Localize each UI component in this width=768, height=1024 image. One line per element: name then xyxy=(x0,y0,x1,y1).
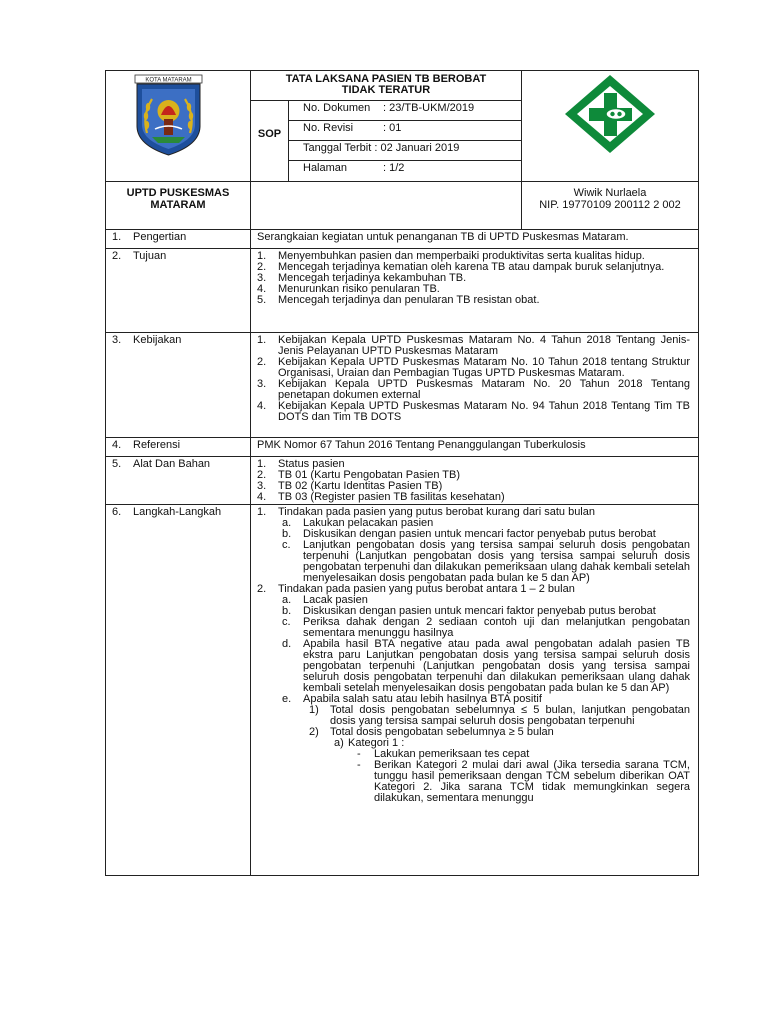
sop-label: SOP xyxy=(251,101,289,181)
title-line-2: TIDAK TERATUR xyxy=(341,84,431,96)
list-item: - Berikan Kategori 2 mulai dari awal (Jika tersedia sarana TCM, tunggu hasil pemeriksaan dengan TCM sebelum diberikan OAT Kategori 2. Jika sarana TCM tidak memungkinkan segera dilakukan, sementara menunggu xyxy=(357,759,690,804)
signature-row xyxy=(106,181,698,229)
list-item: 4. Kebijakan Kepala UPTD Puskesmas Mataram No. 94 Tahun 2018 Tentang Tim TB DOTS dan Tim TB DOTS xyxy=(257,400,690,423)
list-item: a. Lacak pasien xyxy=(282,594,368,606)
title-line-1: TATA LAKSANA PASIEN TB BEROBAT xyxy=(285,73,487,85)
tujuan-list xyxy=(252,249,698,306)
list-item: 2. Kebijakan Kepala UPTD Puskesmas Mataram No. 10 Tahun 2018 tentang Struktur Organisasi, Uraian dan Pembagian Tugas UPTD Puskesmas Mataram. xyxy=(257,356,690,379)
list-item: - Lakukan pemeriksaan tes cepat xyxy=(357,748,530,760)
list-item: 1. Kebijakan Kepala UPTD Puskesmas Mataram No. 4 Tahun 2018 Tentang Jenis-Jenis Pelayanan UPTD Puskesmas Mataram xyxy=(257,334,690,357)
list-item: 4. Menurunkan risiko penularan TB. xyxy=(257,283,440,295)
list-item: 1. Status pasien xyxy=(257,458,345,470)
puskesmas-logo-cell xyxy=(521,71,698,181)
kota-mataram-emblem xyxy=(106,71,251,181)
list-item: 4. TB 03 (Register pasien TB fasilitas kesehatan) xyxy=(257,491,505,503)
organization-name: UPTD PUSKESMAS MATARAM xyxy=(106,181,251,229)
list-item: 3. Kebijakan Kepala UPTD Puskesmas Mataram No. 20 Tahun 2018 Tentang penetapan dokumen external xyxy=(257,378,690,401)
list-item: 1. Menyembuhkan pasien dan memperbaiki produktivitas serta kualitas hidup. xyxy=(257,250,645,262)
kebijakan-list xyxy=(252,333,698,423)
list-item: d. Apabila hasil BTA negative atau pada awal pengobatan adalah pasien TB ekstra paru Lanjutkan pengobatan dosis yang tersisa sampai seluruh dosis pengobatan terpenuhi (Lanjutkan pengobatan dosis yang tersisa sampai seluruh dosis pengobatan terpenuhi dan dilakukan pemeriksaan ulang dahak kembali setelah menyelesaikan dosis pengobatan pada bulan ke 5 dan AP) xyxy=(282,638,690,694)
list-item: 1) Total dosis pengobatan sebelumnya ≤ 5 bulan, lanjutkan pengobatan dosis yang tersisa sampai seluruh dosis pengobatan terpenuhi xyxy=(309,704,690,727)
list-item: b. Diskusikan dengan pasien untuk mencari factor penyebab putus berobat xyxy=(282,528,656,540)
list-item: 5. Mencegah terjadinya dan penularan TB resistan obat. xyxy=(257,294,540,306)
meta-revision: No. Revisi : 01 xyxy=(289,121,521,141)
list-item: 1. Tindakan pada pasien yang putus berobat kurang dari satu bulan xyxy=(257,506,595,518)
document-header xyxy=(106,71,698,181)
list-item: 3. TB 02 (Kartu Identitas Pasien TB) xyxy=(257,480,443,492)
section-alat-dan-bahan: 5. Alat Dan Bahan 1. Status pasien 2. TB 01 (Kartu Pengobatan Pasien TB) 3. TB 02 (Kartu Identitas Pasien TB) 4. TB 03 (Register pasien TB fasilitas kesehatan) xyxy=(106,456,698,504)
signatory-nip: NIP. 19770109 200112 2 002 xyxy=(539,199,681,211)
list-item: c. Periksa dahak dengan 2 sediaan contoh uji dan melanjutkan pengobatan sementara menunggu hasilnya xyxy=(282,616,690,639)
list-item: a. Lakukan pelacakan pasien xyxy=(282,517,434,529)
document-meta xyxy=(289,101,521,181)
meta-document-number: No. Dokumen : 23/TB-UKM/2019 xyxy=(289,101,521,121)
list-item: b. Diskusikan dengan pasien untuk mencari faktor penyebab putus berobat xyxy=(282,605,656,617)
list-item: 2. TB 01 (Kartu Pengobatan Pasien TB) xyxy=(257,469,461,481)
section-tujuan: 2. Tujuan 1. Menyembuhkan pasien dan memperbaiki produktivitas serta kualitas hidup. 2. Mencegah terjadinya kematian oleh karena TB atau dampak buruk selanjutnya. 3. Mencegah terjadinya kekambuhan TB. 4. Menurunkan risiko penularan TB. 5. Mencegah terjadinya dan penularan TB resistan obat. xyxy=(106,248,698,332)
list-item: 2. Mencegah terjadinya kematian oleh karena TB atau dampak buruk selanjutnya. xyxy=(257,261,665,273)
section-referensi: 4. Referensi PMK Nomor 67 Tahun 2016 Tentang Penanggulangan Tuberkulosis xyxy=(106,437,698,456)
section-pengertian: 1. Pengertian Serangkaian kegiatan untuk penanganan TB di UPTD Puskesmas Mataram. xyxy=(106,229,698,248)
document-title xyxy=(251,71,521,101)
meta-page: Halaman : 1/2 xyxy=(303,162,405,174)
signatory xyxy=(521,181,698,229)
signature-blank xyxy=(251,181,521,229)
langkah-list xyxy=(252,505,698,804)
list-item: 2) Total dosis pengobatan sebelumnya ≥ 5 bulan xyxy=(309,726,554,738)
logo-cell xyxy=(106,71,251,181)
logo-caption: KOTA MATARAM xyxy=(145,77,192,84)
section-kebijakan: 3. Kebijakan 1. Kebijakan Kepala UPTD Puskesmas Mataram No. 4 Tahun 2018 Tentang Jenis-Jenis Pelayanan UPTD Puskesmas Mataram 2. Kebijakan Kepala UPTD Puskesmas Mataram No. 10 Tahun 2018 tentang Struktur Organisasi, Uraian dan Pembagian Tugas UPTD Puskesmas Mataram. 3. Kebijakan Kepala UPTD Puskesmas Mataram No. 20 Tahun 2018 Tentang penetapan dokumen external 4. Kebijakan Kepala UPTD Puskesmas Mataram No. 94 Tahun 2018 Tentang Tim TB DOTS dan Tim TB DOTS xyxy=(106,332,698,437)
list-item: 3. Mencegah terjadinya kekambuhan TB. xyxy=(257,272,467,284)
meta-issue-date: Tanggal Terbit : 02 Januari 2019 xyxy=(289,141,521,161)
alat-list xyxy=(252,457,698,503)
list-item: e. Apabila salah satu atau lebih hasilnya BTA positif xyxy=(282,693,542,705)
list-item: 2. Tindakan pada pasien yang putus berobat antara 1 – 2 bulan xyxy=(257,583,575,595)
list-item: a) Kategori 1 : xyxy=(334,737,405,749)
list-item: c. Lanjutkan pengobatan dosis yang tersisa sampai seluruh dosis pengobatan terpenuhi (Lanjutkan pengobatan dosis yang tersisa sampai seluruh dosis pengobatan terpenuhi dan dilakukan pemeriksaan ulang dahak kembali setelah menyelesaikan dosis pengobatan pada bulan ke 5 dan AP) xyxy=(282,539,690,584)
section-langkah-langkah: 6. Langkah-Langkah 1. Tindakan pada pasien yang putus berobat kurang dari satu bulan a. Lakukan pelacakan pasien b. Diskusikan dengan pasien untuk mencari factor penyebab putus berobat c. Lanjutkan pengobatan dosis yang tersisa sampai seluruh dosis pengobatan terpenuhi (Lanjutkan pengobatan dosis yang tersisa sampai seluruh dosis pengobatan terpenuhi dan dilakukan pemeriksaan ulang dahak kembali setelah menyelesaikan dosis pengobatan pada bulan ke 5 dan AP) 2. Tindakan pada pasien yang putus berobat antara 1 – 2 bulan a. Lacak pasien b. Diskusikan dengan pasien untuk mencari faktor penyebab putus berobat c. Periksa dahak dengan 2 sediaan contoh uji dan melanjutkan pengobatan sementara menunggu hasilnya d. Apabila hasil BTA negative atau pada awal pengobatan adalah pasien TB ekstra paru Lanjutkan pengobatan dosis yang tersisa sampai seluruh dosis pengobatan terpenuhi (Lanjutkan pengobatan dosis yang tersisa sampai seluruh dosis pengobatan terpenuhi dan dilakukan pemeriksaan ulang dahak kembali setelah menyelesaikan dosis pengobatan pada bulan ke 5 dan AP) e. Apabila salah satu atau lebih hasilnya BTA positif 1) Total dosis pengobatan sebelumnya ≤ 5 bulan, lanjutkan pengobatan dosis yang tersisa sampai seluruh dosis pengobatan terpenuhi 2) Total dosis pengobatan sebelumnya ≥ 5 bulan a) Kategori 1 : - Lakukan pemeriksaan tes cepat - Berikan Kategori 2 mulai dari awal (Jika tersedia sarana TCM, tunggu hasil pemeriksaan dengan TCM sebelum diberikan OAT Kategori 2. Jika sarana TCM tidak memungkinkan segera dilakukan, sementara menunggu xyxy=(106,504,698,876)
sop-document xyxy=(105,70,699,876)
signatory-name: Wiwik Nurlaela xyxy=(573,187,647,199)
puskesmas-logo-icon xyxy=(522,71,699,181)
